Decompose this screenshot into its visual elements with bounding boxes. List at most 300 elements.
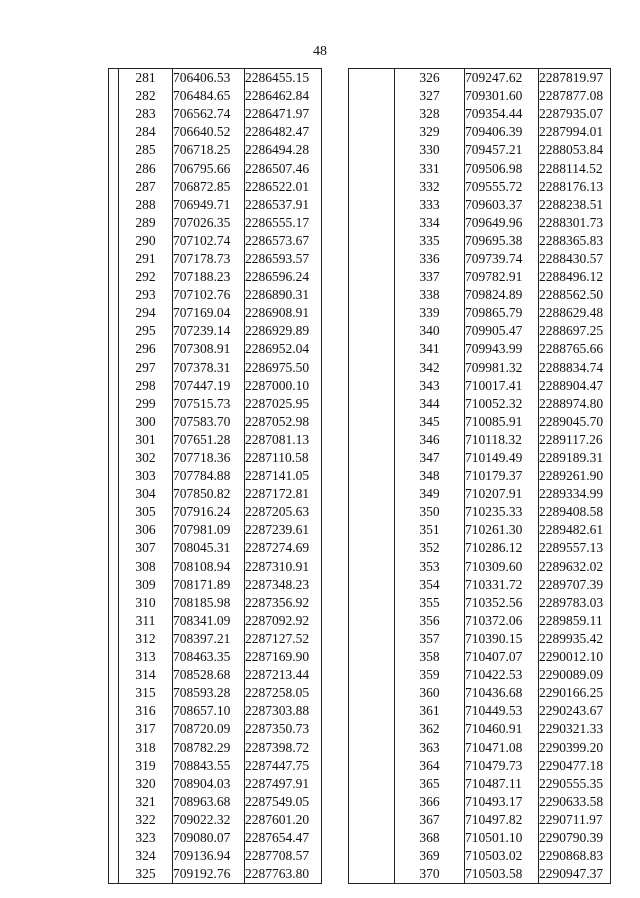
point-number-cell: 356 (419, 612, 440, 628)
table-row (109, 648, 322, 666)
point-number-cell: 319 (135, 757, 156, 773)
table-row (349, 630, 611, 648)
point-number-cell: 315 (135, 685, 156, 701)
blank-cell (109, 720, 119, 738)
blank-cell (109, 105, 119, 123)
y-coordinate-cell: 2287141.05 (245, 467, 322, 485)
blank-cell (349, 196, 395, 214)
blank-cell (349, 123, 395, 141)
blank-cell (349, 757, 395, 775)
page-number: 48 (313, 44, 327, 59)
blank-cell (349, 359, 395, 377)
x-coordinate-cell: 708185.98 (173, 594, 245, 612)
blank-cell (109, 539, 119, 557)
x-coordinate-cell: 710286.12 (465, 539, 539, 557)
y-coordinate-cell: 2287025.95 (245, 395, 322, 413)
point-number-cell: 345 (419, 413, 440, 429)
y-coordinate-cell: 2287994.01 (539, 123, 611, 141)
point-number-cell: 326 (419, 70, 440, 86)
x-coordinate-cell: 707784.88 (173, 467, 245, 485)
table-row (109, 123, 322, 141)
x-coordinate-cell: 706795.66 (173, 159, 245, 177)
table-row (109, 141, 322, 159)
point-number-cell: 325 (135, 866, 156, 882)
point-number-cell: 310 (135, 594, 156, 610)
blank-cell (109, 232, 119, 250)
y-coordinate-cell: 2287708.57 (245, 847, 322, 865)
table-row (349, 467, 611, 485)
point-number-cell: 349 (419, 486, 440, 502)
blank-cell (349, 322, 395, 340)
y-coordinate-cell: 2287274.69 (245, 539, 322, 557)
table-row (349, 558, 611, 576)
table-row (349, 666, 611, 684)
y-coordinate-cell: 2288238.51 (539, 196, 611, 214)
point-number-cell: 364 (419, 757, 440, 773)
table-row (109, 322, 322, 340)
point-number-cell: 308 (135, 558, 156, 574)
y-coordinate-cell: 2286929.89 (245, 322, 322, 340)
x-coordinate-cell: 707169.04 (173, 304, 245, 322)
blank-cell (349, 431, 395, 449)
table-row (109, 485, 322, 503)
point-number-cell: 296 (135, 341, 156, 357)
y-coordinate-cell: 2289189.31 (539, 449, 611, 467)
y-coordinate-cell: 2286507.46 (245, 159, 322, 177)
x-coordinate-cell: 710471.08 (465, 738, 539, 756)
point-number-cell: 313 (135, 649, 156, 665)
y-coordinate-cell: 2290321.33 (539, 720, 611, 738)
y-coordinate-cell: 2289783.03 (539, 594, 611, 612)
blank-cell (349, 847, 395, 865)
table-row (109, 304, 322, 322)
blank-cell (349, 829, 395, 847)
point-number-cell: 359 (419, 667, 440, 683)
table-row (109, 865, 322, 884)
table-row (349, 322, 611, 340)
y-coordinate-cell: 2288176.13 (539, 178, 611, 196)
y-coordinate-cell: 2290555.35 (539, 775, 611, 793)
blank-cell (349, 413, 395, 431)
x-coordinate-cell: 709555.72 (465, 178, 539, 196)
blank-cell (349, 865, 395, 884)
coordinate-table-right (348, 68, 611, 884)
x-coordinate-cell: 710149.49 (465, 449, 539, 467)
y-coordinate-cell: 2287398.72 (245, 738, 322, 756)
x-coordinate-cell: 706718.25 (173, 141, 245, 159)
y-coordinate-cell: 2286522.01 (245, 178, 322, 196)
blank-cell (349, 105, 395, 123)
point-number-cell: 287 (135, 178, 156, 194)
x-coordinate-cell: 707583.70 (173, 413, 245, 431)
x-coordinate-cell: 709506.98 (465, 159, 539, 177)
table-row (109, 594, 322, 612)
point-number-cell: 302 (135, 450, 156, 466)
blank-cell (109, 467, 119, 485)
blank-cell (349, 141, 395, 159)
blank-cell (109, 359, 119, 377)
y-coordinate-cell: 2290399.20 (539, 738, 611, 756)
table-row (109, 558, 322, 576)
y-coordinate-cell: 2287205.63 (245, 503, 322, 521)
point-number-cell: 338 (419, 287, 440, 303)
x-coordinate-cell: 709943.99 (465, 340, 539, 358)
table-row (349, 268, 611, 286)
point-number-cell: 307 (135, 540, 156, 556)
table-row (109, 268, 322, 286)
table-row (349, 340, 611, 358)
point-number-cell: 347 (419, 450, 440, 466)
point-number-cell: 290 (135, 232, 156, 248)
y-coordinate-cell: 2287348.23 (245, 576, 322, 594)
point-number-cell: 283 (135, 106, 156, 122)
point-number-cell: 291 (135, 250, 156, 266)
coordinate-table-right-body (349, 69, 611, 884)
y-coordinate-cell: 2288053.84 (539, 141, 611, 159)
x-coordinate-cell: 707447.19 (173, 377, 245, 395)
table-row (109, 159, 322, 177)
x-coordinate-cell: 709457.21 (465, 141, 539, 159)
point-number-cell: 351 (419, 522, 440, 538)
point-number-cell: 301 (135, 431, 156, 447)
point-number-cell: 336 (419, 250, 440, 266)
x-coordinate-cell: 707515.73 (173, 395, 245, 413)
blank-cell (349, 775, 395, 793)
blank-cell (349, 286, 395, 304)
blank-cell (109, 87, 119, 105)
y-coordinate-cell: 2289334.99 (539, 485, 611, 503)
point-number-cell: 329 (419, 124, 440, 140)
table-row (109, 105, 322, 123)
point-number-cell: 305 (135, 504, 156, 520)
point-number-cell: 339 (419, 305, 440, 321)
coordinate-table-left (108, 68, 322, 884)
y-coordinate-cell: 2286908.91 (245, 304, 322, 322)
table-row (349, 69, 611, 88)
table-row (349, 286, 611, 304)
x-coordinate-cell: 707102.76 (173, 286, 245, 304)
blank-cell (349, 268, 395, 286)
x-coordinate-cell: 710497.82 (465, 811, 539, 829)
x-coordinate-cell: 710436.68 (465, 684, 539, 702)
point-number-cell: 295 (135, 323, 156, 339)
blank-cell (109, 829, 119, 847)
table-row (349, 775, 611, 793)
table-row (349, 449, 611, 467)
blank-cell (109, 811, 119, 829)
blank-cell (109, 286, 119, 304)
y-coordinate-cell: 2286482.47 (245, 123, 322, 141)
point-number-cell: 342 (419, 359, 440, 375)
y-coordinate-cell: 2290790.39 (539, 829, 611, 847)
x-coordinate-cell: 706640.52 (173, 123, 245, 141)
y-coordinate-cell: 2287549.05 (245, 793, 322, 811)
table-row (349, 684, 611, 702)
blank-cell (109, 413, 119, 431)
y-coordinate-cell: 2288629.48 (539, 304, 611, 322)
y-coordinate-cell: 2287000.10 (245, 377, 322, 395)
y-coordinate-cell: 2289261.90 (539, 467, 611, 485)
y-coordinate-cell: 2288430.57 (539, 250, 611, 268)
point-number-cell: 281 (135, 70, 156, 86)
y-coordinate-cell: 2289632.02 (539, 558, 611, 576)
point-number-cell: 354 (419, 576, 440, 592)
table-row (349, 232, 611, 250)
blank-cell (349, 612, 395, 630)
table-row (349, 431, 611, 449)
table-row (109, 503, 322, 521)
y-coordinate-cell: 2289408.58 (539, 503, 611, 521)
x-coordinate-cell: 710179.37 (465, 467, 539, 485)
table-row (109, 793, 322, 811)
x-coordinate-cell: 708045.31 (173, 539, 245, 557)
x-coordinate-cell: 710503.58 (465, 865, 539, 884)
blank-cell (349, 720, 395, 738)
point-number-cell: 368 (419, 829, 440, 845)
y-coordinate-cell: 2287110.58 (245, 449, 322, 467)
point-number-cell: 362 (419, 721, 440, 737)
x-coordinate-cell: 707981.09 (173, 521, 245, 539)
blank-cell (349, 630, 395, 648)
y-coordinate-cell: 2286890.31 (245, 286, 322, 304)
x-coordinate-cell: 708108.94 (173, 558, 245, 576)
point-number-cell: 365 (419, 775, 440, 791)
x-coordinate-cell: 710407.07 (465, 648, 539, 666)
point-number-cell: 297 (135, 359, 156, 375)
table-row (349, 123, 611, 141)
point-number-cell: 343 (419, 377, 440, 393)
blank-cell (349, 340, 395, 358)
blank-cell (109, 558, 119, 576)
table-row (349, 612, 611, 630)
point-number-cell: 309 (135, 576, 156, 592)
y-coordinate-cell: 2290243.67 (539, 702, 611, 720)
blank-cell (349, 178, 395, 196)
blank-cell (109, 847, 119, 865)
y-coordinate-cell: 2289045.70 (539, 413, 611, 431)
blank-cell (349, 503, 395, 521)
blank-cell (349, 87, 395, 105)
y-coordinate-cell: 2287877.08 (539, 87, 611, 105)
blank-cell (109, 304, 119, 322)
y-coordinate-cell: 2287239.61 (245, 521, 322, 539)
point-number-cell: 353 (419, 558, 440, 574)
blank-cell (349, 702, 395, 720)
table-row (109, 214, 322, 232)
x-coordinate-cell: 708657.10 (173, 702, 245, 720)
x-coordinate-cell: 709192.76 (173, 865, 245, 884)
point-number-cell: 322 (135, 811, 156, 827)
blank-cell (349, 648, 395, 666)
y-coordinate-cell: 2287497.91 (245, 775, 322, 793)
point-number-cell: 327 (419, 88, 440, 104)
table-row (109, 467, 322, 485)
x-coordinate-cell: 707916.24 (173, 503, 245, 521)
x-coordinate-cell: 710479.73 (465, 757, 539, 775)
blank-cell (109, 268, 119, 286)
x-coordinate-cell: 706406.53 (173, 69, 245, 88)
y-coordinate-cell: 2288974.80 (539, 395, 611, 413)
blank-cell (349, 684, 395, 702)
table-row (109, 847, 322, 865)
x-coordinate-cell: 708904.03 (173, 775, 245, 793)
point-number-cell: 314 (135, 667, 156, 683)
blank-cell (349, 594, 395, 612)
point-number-cell: 294 (135, 305, 156, 321)
point-number-cell: 346 (419, 431, 440, 447)
y-coordinate-cell: 2288697.25 (539, 322, 611, 340)
blank-cell (349, 558, 395, 576)
table-row (109, 69, 322, 88)
table-row (349, 413, 611, 431)
table-row (349, 720, 611, 738)
y-coordinate-cell: 2286494.28 (245, 141, 322, 159)
x-coordinate-cell: 710235.33 (465, 503, 539, 521)
point-number-cell: 316 (135, 703, 156, 719)
table-row (109, 395, 322, 413)
point-number-cell: 366 (419, 793, 440, 809)
x-coordinate-cell: 710422.53 (465, 666, 539, 684)
blank-cell (349, 449, 395, 467)
point-number-cell: 333 (419, 196, 440, 212)
blank-cell (349, 467, 395, 485)
x-coordinate-cell: 710501.10 (465, 829, 539, 847)
blank-cell (109, 159, 119, 177)
x-coordinate-cell: 710118.32 (465, 431, 539, 449)
y-coordinate-cell: 2288114.52 (539, 159, 611, 177)
x-coordinate-cell: 709354.44 (465, 105, 539, 123)
y-coordinate-cell: 2290633.58 (539, 793, 611, 811)
table-row (109, 829, 322, 847)
x-coordinate-cell: 710460.91 (465, 720, 539, 738)
x-coordinate-cell: 710309.60 (465, 558, 539, 576)
point-number-cell: 357 (419, 630, 440, 646)
table-row (109, 811, 322, 829)
table-row (349, 865, 611, 884)
blank-cell (109, 141, 119, 159)
point-number-cell: 318 (135, 739, 156, 755)
blank-cell (109, 775, 119, 793)
point-number-cell: 299 (135, 395, 156, 411)
y-coordinate-cell: 2287081.13 (245, 431, 322, 449)
blank-cell (109, 214, 119, 232)
point-number-cell: 292 (135, 269, 156, 285)
point-number-cell: 328 (419, 106, 440, 122)
y-coordinate-cell: 2289707.39 (539, 576, 611, 594)
table-row (349, 178, 611, 196)
table-row (109, 757, 322, 775)
x-coordinate-cell: 710487.11 (465, 775, 539, 793)
x-coordinate-cell: 710390.15 (465, 630, 539, 648)
y-coordinate-cell: 2286975.50 (245, 359, 322, 377)
table-row (349, 594, 611, 612)
table-row (349, 359, 611, 377)
table-row (349, 648, 611, 666)
blank-cell (349, 377, 395, 395)
y-coordinate-cell: 2287356.92 (245, 594, 322, 612)
x-coordinate-cell: 709247.62 (465, 69, 539, 88)
y-coordinate-cell: 2290947.37 (539, 865, 611, 884)
table-row (349, 702, 611, 720)
table-row (349, 395, 611, 413)
x-coordinate-cell: 708963.68 (173, 793, 245, 811)
point-number-cell: 332 (419, 178, 440, 194)
point-number-cell: 317 (135, 721, 156, 737)
y-coordinate-cell: 2290012.10 (539, 648, 611, 666)
table-row (349, 576, 611, 594)
table-row (349, 304, 611, 322)
x-coordinate-cell: 709406.39 (465, 123, 539, 141)
x-coordinate-cell: 706872.85 (173, 178, 245, 196)
y-coordinate-cell: 2290868.83 (539, 847, 611, 865)
x-coordinate-cell: 710017.41 (465, 377, 539, 395)
blank-cell (109, 395, 119, 413)
table-row (109, 359, 322, 377)
x-coordinate-cell: 708528.68 (173, 666, 245, 684)
blank-cell (349, 521, 395, 539)
point-number-cell: 293 (135, 287, 156, 303)
table-row (109, 449, 322, 467)
table-row (349, 105, 611, 123)
x-coordinate-cell: 710052.32 (465, 395, 539, 413)
table-row (349, 485, 611, 503)
table-row (349, 159, 611, 177)
blank-cell (109, 503, 119, 521)
y-coordinate-cell: 2287258.05 (245, 684, 322, 702)
table-row (109, 178, 322, 196)
x-coordinate-cell: 709981.32 (465, 359, 539, 377)
point-number-cell: 286 (135, 160, 156, 176)
table-row (109, 738, 322, 756)
blank-cell (109, 865, 119, 884)
point-number-cell: 340 (419, 323, 440, 339)
point-number-cell: 344 (419, 395, 440, 411)
x-coordinate-cell: 707239.14 (173, 322, 245, 340)
table-row (109, 630, 322, 648)
x-coordinate-cell: 710261.30 (465, 521, 539, 539)
x-coordinate-cell: 709649.96 (465, 214, 539, 232)
y-coordinate-cell: 2287092.92 (245, 612, 322, 630)
y-coordinate-cell: 2288562.50 (539, 286, 611, 304)
blank-cell (349, 576, 395, 594)
point-number-cell: 355 (419, 594, 440, 610)
y-coordinate-cell: 2287127.52 (245, 630, 322, 648)
point-number-cell: 367 (419, 811, 440, 827)
x-coordinate-cell: 707718.36 (173, 449, 245, 467)
x-coordinate-cell: 707651.28 (173, 431, 245, 449)
y-coordinate-cell: 2289557.13 (539, 539, 611, 557)
x-coordinate-cell: 708341.09 (173, 612, 245, 630)
x-coordinate-cell: 710372.06 (465, 612, 539, 630)
point-number-cell: 323 (135, 829, 156, 845)
y-coordinate-cell: 2287310.91 (245, 558, 322, 576)
y-coordinate-cell: 2287213.44 (245, 666, 322, 684)
x-coordinate-cell: 709739.74 (465, 250, 539, 268)
blank-cell (109, 69, 119, 88)
x-coordinate-cell: 710449.53 (465, 702, 539, 720)
x-coordinate-cell: 710207.91 (465, 485, 539, 503)
table-row (349, 521, 611, 539)
x-coordinate-cell: 710331.72 (465, 576, 539, 594)
blank-cell (109, 757, 119, 775)
table-row (349, 214, 611, 232)
x-coordinate-cell: 707178.73 (173, 250, 245, 268)
point-number-cell: 284 (135, 124, 156, 140)
table-row (109, 576, 322, 594)
y-coordinate-cell: 2290166.25 (539, 684, 611, 702)
y-coordinate-cell: 2286593.57 (245, 250, 322, 268)
table-row (349, 377, 611, 395)
